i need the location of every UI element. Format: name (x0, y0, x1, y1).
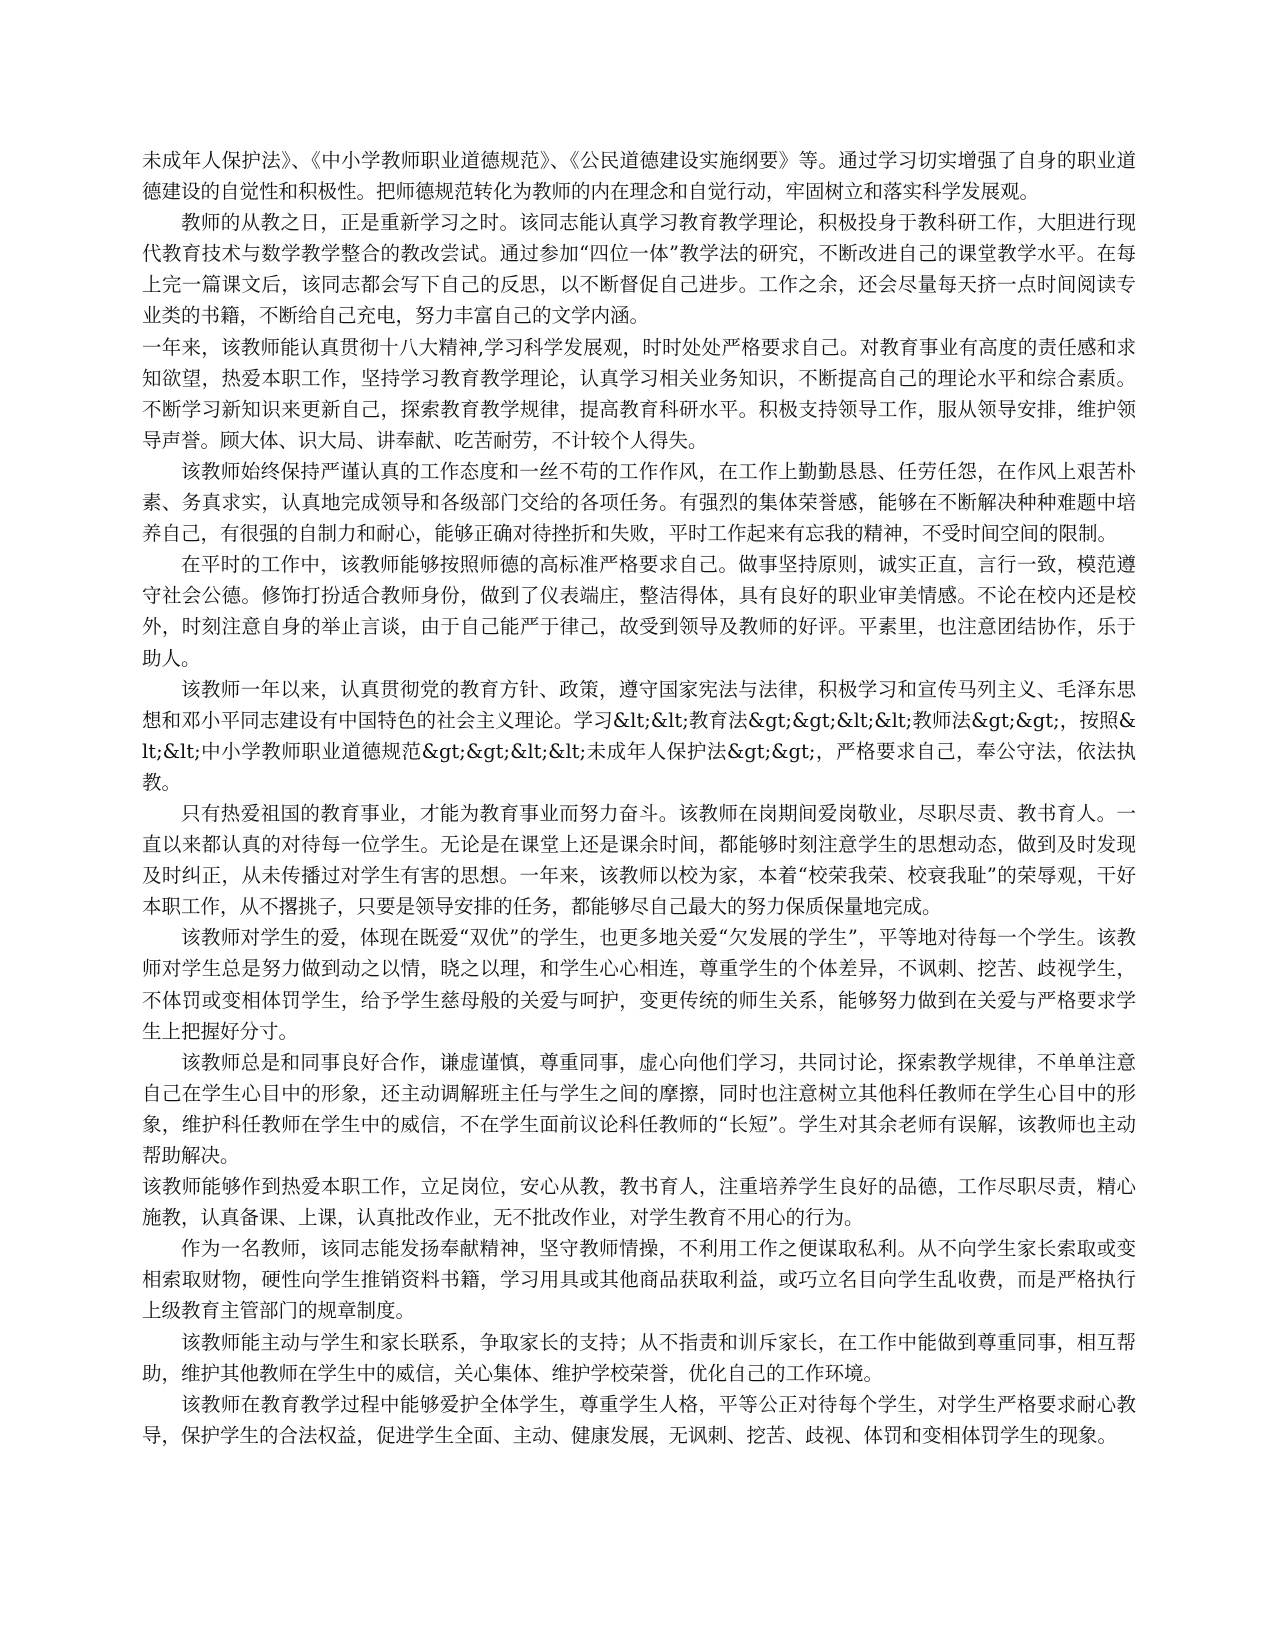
paragraph-11: 作为一名教师，该同志能发扬奉献精神，坚守教师情操，不利用工作之便谋取私利。从不向学生家长索取或变相索取财物，硬性向学生推销资料书籍，学习用具或其他商品获取利益，或巧立名目向学生乱收费，而是严格执行上级教育主管部门的规章制度。 (142, 1237, 1136, 1323)
paragraph-9: 该教师总是和同事良好合作，谦虚谨慎，尊重同事，虚心向他们学习，共同讨论，探索教学规律，不单单注意自己在学生心目中的形象，还主动调解班主任与学生之间的摩擦，同时也注意树立其他科任教师在学生心目中的形象，维护科任教师在学生中的威信，不在学生面前议论科任教师的“长短”。学生对其余老师有误解，该教师也主动帮助解决。 (142, 1050, 1136, 1167)
paragraph-7: 只有热爱祖国的教育事业，才能为教育事业而努力奋斗。该教师在岗期间爱岗敬业，尽职尽责、教书育人。一直以来都认真的对待每一位学生。无论是在课堂上还是课余时间，都能够时刻注意学生的思想动态，做到及时发现及时纠正，从未传播过对学生有害的思想。一年来，该教师以校为家，本着“校荣我荣、校衰我耻”的荣辱观，干好本职工作，从不撂挑子，只要是领导安排的任务，都能够尽自己最大的努力保质保量地完成。 (142, 801, 1136, 919)
paragraph-6: 该教师一年以来，认真贯彻党的教育方针、政策，遵守国家宪法与法律，积极学习和宣传马列主义、毛泽东思想和邓小平同志建设有中国特色的社会主义理论。学习&lt;&lt;教育法&gt;&gt;&lt;&lt;教师法&gt;&gt;，按照&lt;&lt;中小学教师职业道德规范&gt;&gt;&lt;&lt;未成年人保护法&gt;&gt;，严格要求自己，奉公守法，依法执教。 (142, 677, 1136, 794)
paragraph-4: 该教师始终保持严谨认真的工作态度和一丝不苟的工作作风，在工作上勤勤恳恳、任劳任怨，在作风上艰苦朴素、务真求实，认真地完成领导和各级部门交给的各项任务。有强烈的集体荣誉感，能够在不断解决种种难题中培养自己，有很强的自制力和耐心，能够正确对待挫折和失败，平时工作起来有忘我的精神，不受时间空间的限制。 (142, 459, 1136, 546)
paragraph-10: 该教师能够作到热爱本职工作，立足岗位，安心从教，教书育人，注重培养学生良好的品德，工作尽职尽责，精心施教，认真备课、上课，认真批改作业，无不批改作业，对学生教育不用心的行为。 (142, 1175, 1136, 1230)
paragraph-5: 在平时的工作中，该教师能够按照师德的高标准严格要求自己。做事坚持原则，诚实正直，言行一致，模范遵守社会公德。修饰打扮适合教师身份，做到了仪表端庄，整洁得体，具有良好的职业审美情感。不论在校内还是校外，时刻注意自身的举止言谈，由于自己能严于律己，故受到领导及教师的好评。平素里，也注意团结协作，乐于助人。 (142, 553, 1136, 670)
paragraph-13: 该教师在教育教学过程中能够爱护全体学生，尊重学生人格，平等公正对待每个学生，对学生严格要求耐心教导，保护学生的合法权益，促进学生全面、主动、健康发展，无讽刺、挖苦、歧视、体罚和变相体罚学生的现象。 (142, 1392, 1136, 1447)
paragraph-1: 未成年人保护法》、《中小学教师职业道德规范》、《公民道德建设实施纲要》等。通过学习切实增强了自身的职业道德建设的自觉性和积极性。把师德规范转化为教师的内在理念和自觉行动，牢固树立和落实科学发展观。 (142, 149, 1136, 204)
paragraph-2: 教师的从教之日，正是重新学习之时。该同志能认真学习教育教学理论，积极投身于教科研工作，大胆进行现代教育技术与数学教学整合的教改尝试。通过参加“四位一体”教学法的研究，不断改进自己的课堂教学水平。在每上完一篇课文后，该同志都会写下自己的反思，以不断督促自己进步。工作之余，还会尽量每天挤一点时间阅读专业类的书籍，不断给自己充电，努力丰富自己的文学内涵。 (142, 211, 1136, 328)
paragraph-12: 该教师能主动与学生和家长联系，争取家长的支持；从不指责和训斥家长，在工作中能做到尊重同事，相互帮助，维护其他教师在学生中的威信，关心集体、维护学校荣誉，优化自己的工作环境。 (142, 1330, 1136, 1385)
paragraph-8: 该教师对学生的爱，体现在既爱“双优”的学生，也更多地关爱“欠发展的学生”，平等地对待每一个学生。该教师对学生总是努力做到动之以情，晓之以理，和学生心心相连，尊重学生的个体差异，不讽刺、挖苦、歧视学生，不体罚或变相体罚学生，给予学生慈母般的关爱与呵护，变更传统的师生关系，能够努力做到在关爱与严格要求学生上把握好分寸。 (142, 926, 1136, 1043)
document-body (142, 145, 1136, 1451)
paragraph-3: 一年来，该教师能认真贯彻十八大精神,学习科学发展观，时时处处严格要求自己。对教育事业有高度的责任感和求知欲望，热爱本职工作，坚持学习教育教学理论，认真学习相关业务知识，不断提高自己的理论水平和综合素质。不断学习新知识来更新自己，探索教育教学规律，提高教育科研水平。积极支持领导工作，服从领导安排，维护领导声誉。顾大体、识大局、讲奉献、吃苦耐劳，不计较个人得失。 (142, 335, 1136, 452)
